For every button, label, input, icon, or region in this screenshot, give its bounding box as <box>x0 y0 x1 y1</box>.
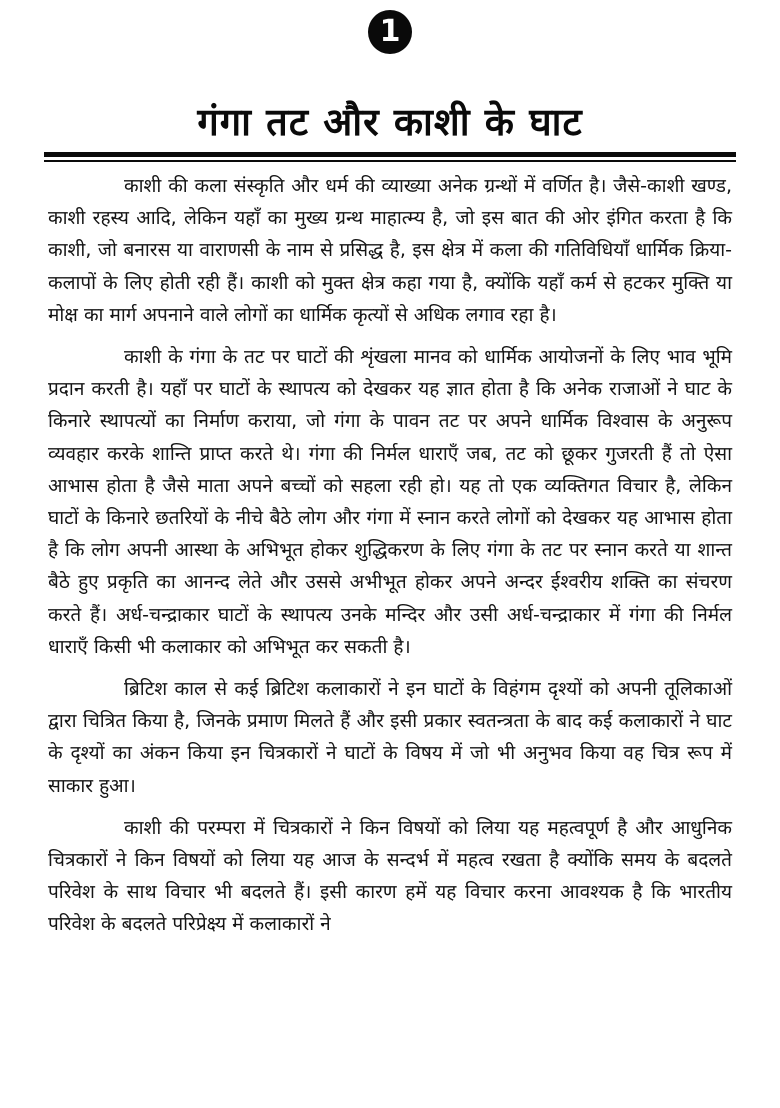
paragraph-1: काशी की कला संस्कृति और धर्म की व्याख्या अनेक ग्रन्थों में वर्णित है। जैसे-काशी खण्ड, काशी रहस्य आदि, लेकिन यहाँ का मुख्य ग्रन्थ माहात्म्य है, जो इस बात की ओर इंगित करता है कि काशी, जो बनारस या वाराणसी के नाम से प्रसिद्ध है, इस क्षेत्र में कला की गतिविधियाँ धार्मिक क्रिया-कलापों के लिए होती रही हैं। काशी को मुक्त क्षेत्र कहा गया है, क्योंकि यहाँ कर्म से हटकर मुक्ति या मोक्ष का मार्ग अपनाने वाले लोगों का धार्मिक कृत्यों से अधिक लगाव रहा है। <box>48 175 732 326</box>
chapter-title: गंगा तट और काशी के घाट <box>197 100 583 144</box>
title-rule-thick <box>44 152 736 157</box>
paragraph-4: काशी की परम्परा में चित्रकारों ने किन विषयों को लिया यह महत्वपूर्ण है और आधुनिक चित्रकारों ने किन विषयों को लिया यह आज के सन्दर्भ में महत्व रखता है क्योंकि समय के बदलते परिवेश के साथ विचार भी बदलते हैं। इसी कारण हमें यह विचार करना आवश्यक है कि भारतीय परिवेश के बदलते परिप्रेक्ष्य में कलाकारों ने <box>48 816 732 936</box>
paragraph-3: ब्रिटिश काल से कई ब्रिटिश कलाकारों ने इन घाटों के विहंगम दृश्यों को अपनी तूलिकाओं द्वारा चित्रित किया है, जिनके प्रमाण मिलते हैं और इसी प्रकार स्वतन्त्रता के बाद कई कलाकारों ने घाट के दृश्यों का अंकन किया इन चित्रकारों ने घाटों के विषय में जो भी अनुभव किया वह चित्र रूप में साकार हुआ। <box>48 678 732 797</box>
paragraph-2: काशी के गंगा के तट पर घाटों की शृंखला मानव को धार्मिक आयोजनों के लिए भाव भूमि प्रदान करती है। यहाँ पर घाटों के स्थापत्य को देखकर यह ज्ञात होता है कि अनेक राजाओं ने घाट के किनारे स्थापत्यों का निर्माण कराया, जो गंगा के पावन तट पर अपने धार्मिक विश्वास के अनुरूप व्यवहार करके शान्ति प्राप्त करते थे। गंगा की निर्मल धाराएँ जब, तट को छूकर गुजरती हैं तो ऐसा आभास होता है जैसे माता अपने बच्चों को सहला रही हो। यह तो एक व्यक्तिगत विचार है, लेकिन घाटों के किनारे छतरियों के नीचे बैठे लोग और गंगा में स्नान करते लोगों को देखकर यह आभास होता है कि लोग अपनी आस्था के अभिभूत होकर शुद्धिकरण के लिए गंगा के तट पर स्नान करते या शान्त बैठे हुए प्रकृति का आनन्द लेते और उससे अभीभूत होकर अपने अन्दर ईश्वरीय शक्ति का संचरण करते हैं। अर्ध-चन्द्राकार घाटों के स्थापत्य उनके मन्दिर और उसी अर्ध-चन्द्राकार में गंगा की निर्मल धाराएँ किसी भी कलाकार को अभिभूत कर सकती है। <box>48 346 732 658</box>
chapter-number-badge: 1 <box>368 10 412 54</box>
title-rule-thin <box>44 160 736 162</box>
chapter-body <box>48 170 732 941</box>
